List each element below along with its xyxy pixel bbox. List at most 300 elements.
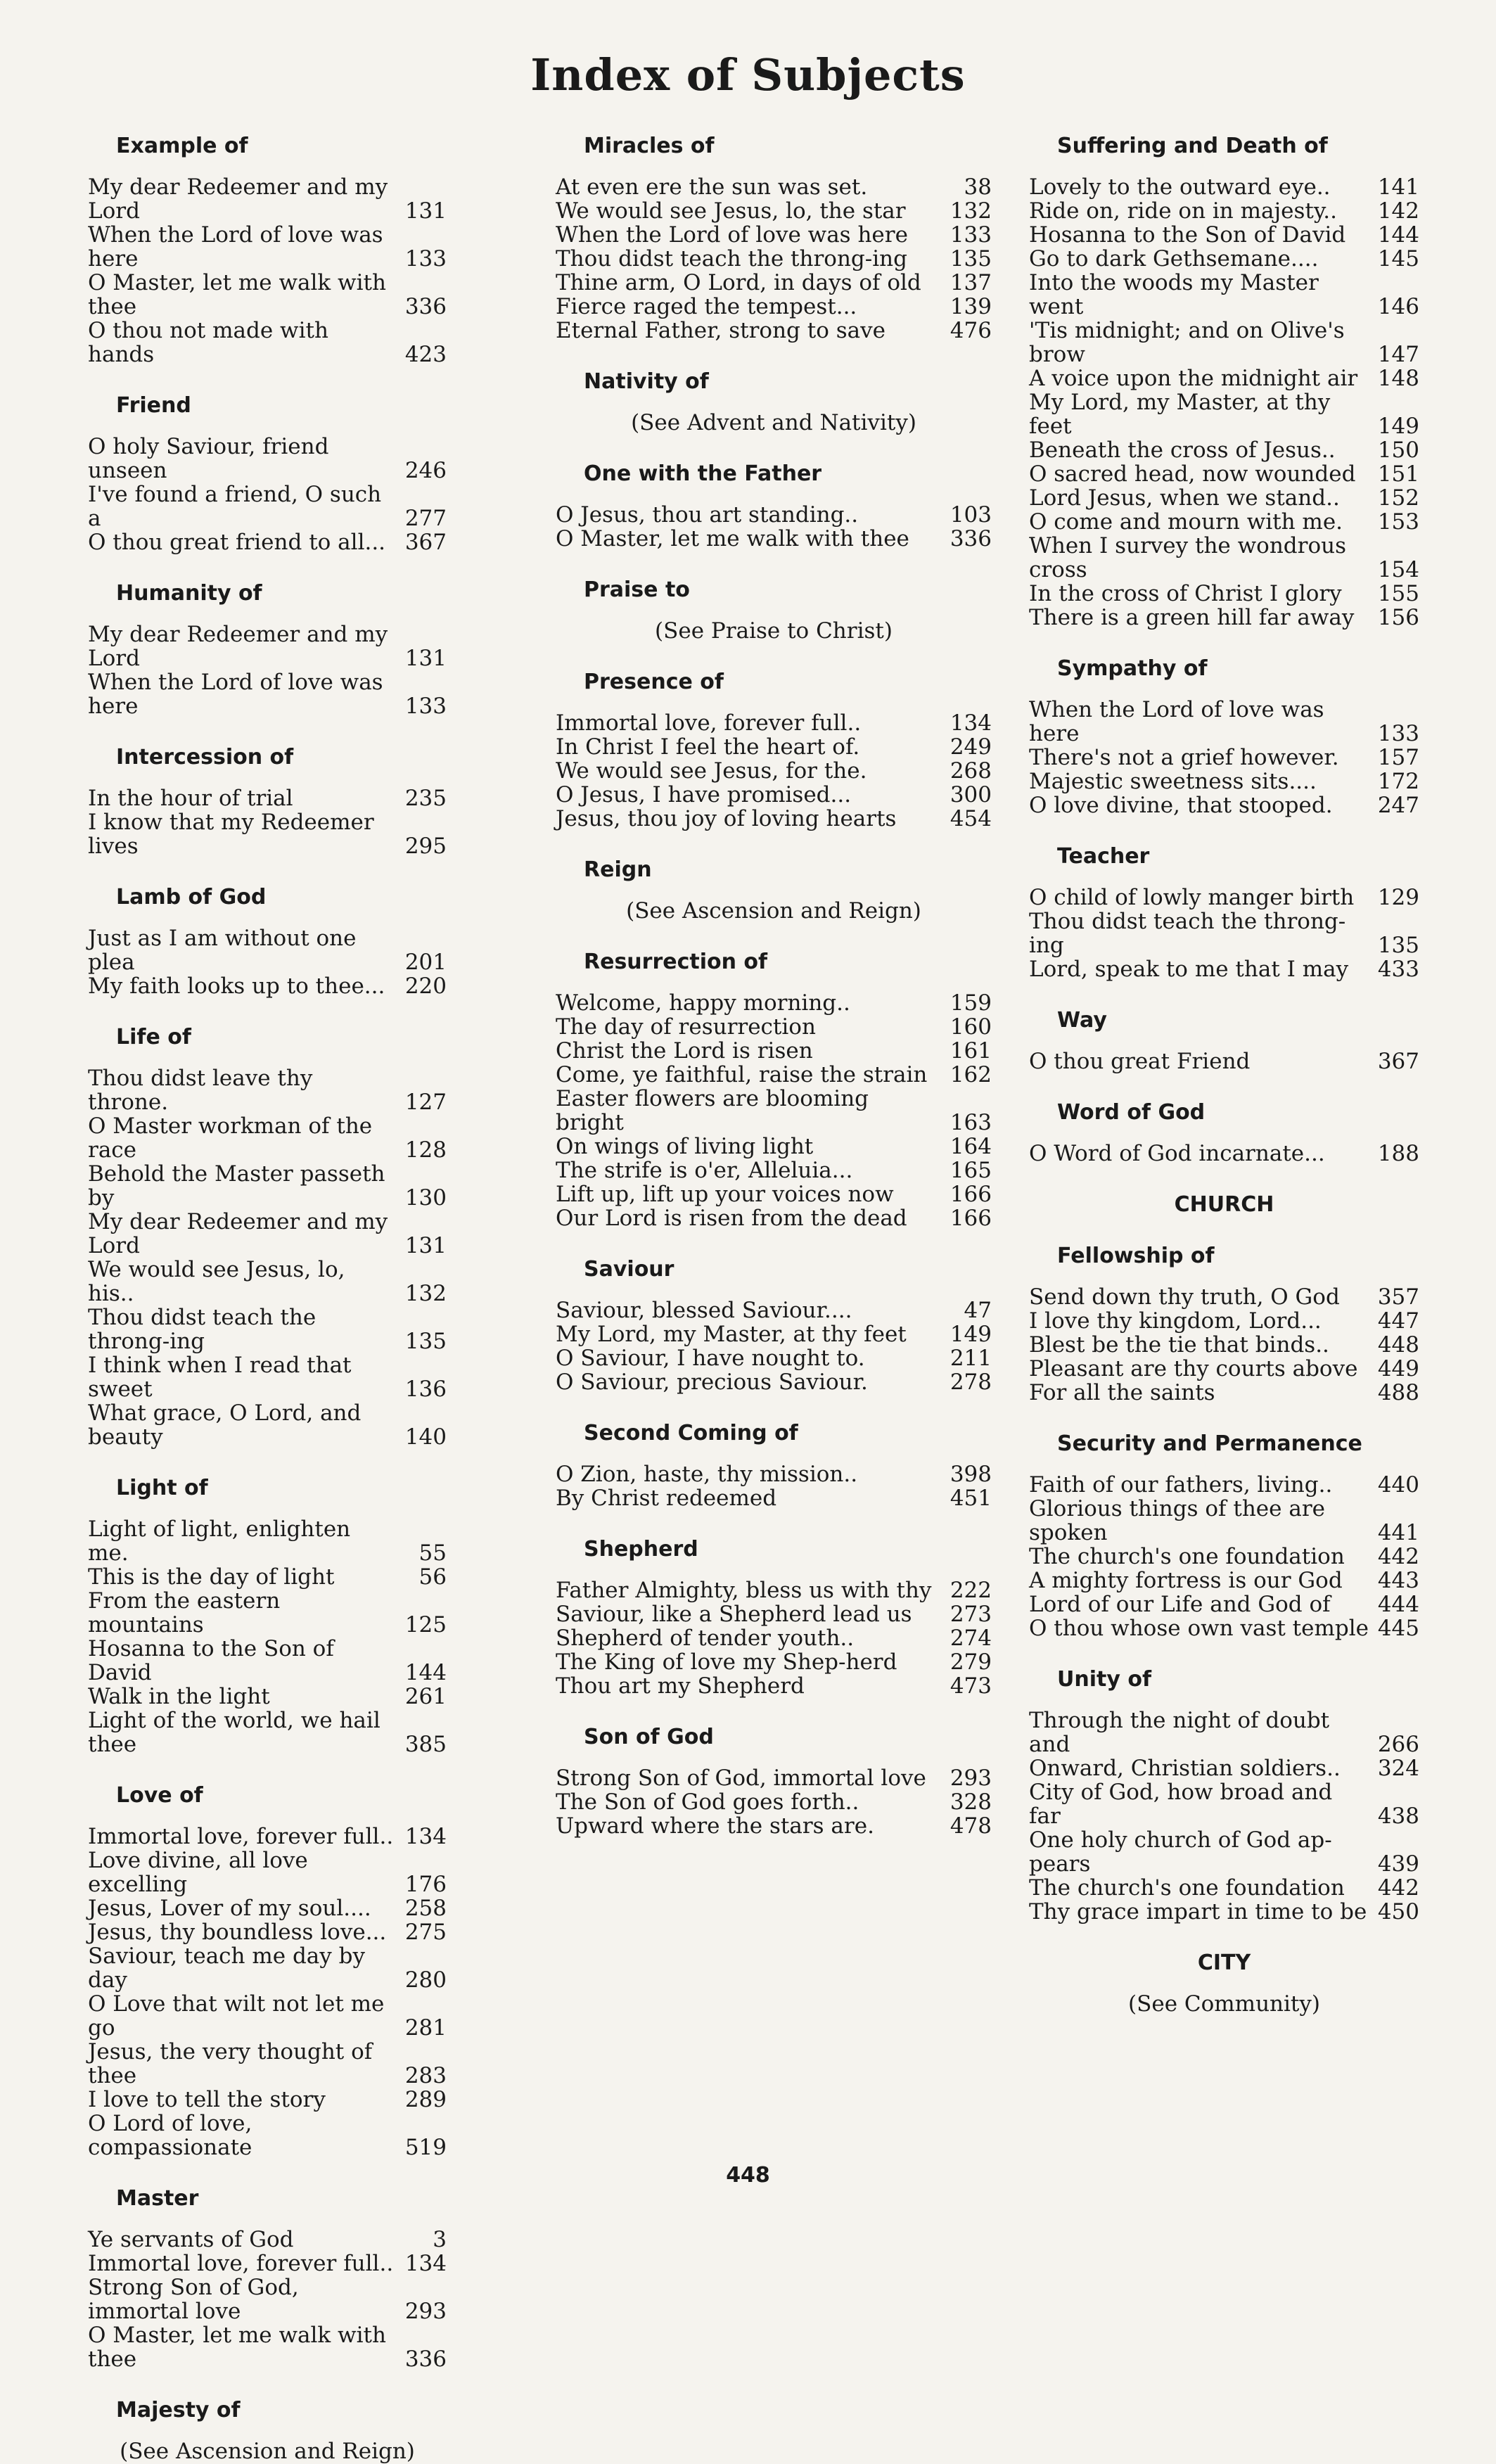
hymn-number: 423 bbox=[404, 342, 447, 367]
hymn-title: Ye servants of God bbox=[88, 2227, 294, 2252]
index-entry bbox=[556, 223, 992, 247]
hymn-title: One holy church of God ap-pears bbox=[1029, 1827, 1332, 1877]
index-section bbox=[88, 393, 447, 554]
hymn-number: 454 bbox=[950, 806, 992, 831]
index-entry bbox=[556, 1158, 992, 1182]
hymn-title: Onward, Christian soldiers.. bbox=[1029, 1756, 1341, 1781]
index-section bbox=[556, 1257, 992, 1394]
hymn-number: 172 bbox=[1377, 769, 1419, 794]
hymn-title: There is a green hill far away bbox=[1029, 605, 1355, 630]
see-also-note: (See Praise to Christ) bbox=[655, 618, 893, 644]
hymn-title: We would see Jesus, lo, his.. bbox=[88, 1257, 345, 1306]
index-entry bbox=[556, 1650, 992, 1674]
see-also-note: (See Advent and Nativity) bbox=[631, 410, 916, 435]
hymn-number: 139 bbox=[950, 294, 992, 319]
hymn-number: 367 bbox=[1377, 1049, 1419, 1074]
hymn-number: 132 bbox=[404, 1281, 447, 1306]
index-section bbox=[1029, 134, 1419, 630]
index-entry bbox=[556, 1346, 992, 1370]
hymn-title: Go to dark Gethsemane.... bbox=[1029, 246, 1319, 272]
hymn-number: 293 bbox=[950, 1766, 992, 1791]
hymn-number: 133 bbox=[1377, 721, 1419, 746]
hymn-title: Shepherd of tender youth.. bbox=[556, 1626, 855, 1651]
hymn-title: Father Almighty, bless us with thy bbox=[556, 1578, 932, 1603]
index-entry bbox=[88, 1944, 447, 1992]
hymn-title: O thou great Friend bbox=[1029, 1049, 1251, 1074]
index-entry bbox=[88, 1637, 447, 1685]
hymn-number: 3 bbox=[433, 2227, 447, 2252]
hymn-number: 151 bbox=[1377, 461, 1419, 487]
hymn-title: Ride on, ride on in majesty.. bbox=[1029, 198, 1337, 224]
hymn-title: I think when I read that sweet bbox=[88, 1353, 352, 1402]
hymn-title: Jesus, Lover of my soul.... bbox=[88, 1896, 371, 1921]
index-entry bbox=[1029, 1381, 1419, 1405]
index-entry bbox=[1029, 1357, 1419, 1381]
index-entry bbox=[556, 175, 992, 199]
hymn-title: Through the night of doubt and bbox=[1029, 1708, 1330, 1757]
index-entry bbox=[1029, 909, 1419, 957]
hymn-title: Immortal love, forever full.. bbox=[88, 2251, 394, 2276]
hymn-title: O child of lowly manger birth bbox=[1029, 885, 1355, 910]
hymn-title: Thou didst teach the throng-ing bbox=[88, 1305, 317, 1354]
index-entry bbox=[88, 223, 447, 271]
hymn-title: Pleasant are thy courts above bbox=[1029, 1356, 1358, 1381]
index-entry bbox=[1029, 698, 1419, 746]
index-entry bbox=[556, 1015, 992, 1039]
index-entry bbox=[88, 271, 447, 319]
section-heading: Unity of bbox=[1057, 1667, 1152, 1692]
hymn-number: 154 bbox=[1377, 557, 1419, 582]
hymn-title: When the Lord of love was here bbox=[556, 222, 908, 248]
hymn-number: 293 bbox=[404, 2299, 447, 2324]
hymn-title: Christ the Lord is risen bbox=[556, 1038, 813, 1064]
hymn-title: Immortal love, forever full.. bbox=[556, 710, 862, 736]
hymn-number: 134 bbox=[404, 1824, 447, 1849]
section-heading: Saviour bbox=[584, 1257, 675, 1282]
hymn-title: Glorious things of thee are spoken bbox=[1029, 1496, 1325, 1545]
hymn-number: 433 bbox=[1377, 957, 1419, 982]
index-entry bbox=[88, 1589, 447, 1637]
hymn-title: This is the day of light bbox=[88, 1564, 335, 1590]
hymn-number: 448 bbox=[1377, 1332, 1419, 1358]
index-entry bbox=[88, 483, 447, 530]
index-entry bbox=[1029, 1309, 1419, 1333]
hymn-number: 164 bbox=[950, 1134, 992, 1159]
index-entry bbox=[88, 1565, 447, 1589]
hymn-title: We would see Jesus, for the. bbox=[556, 758, 867, 784]
index-entry bbox=[556, 759, 992, 783]
hymn-title: In Christ I feel the heart of. bbox=[556, 734, 860, 760]
hymn-number: 281 bbox=[404, 2015, 447, 2041]
index-entry bbox=[1029, 886, 1419, 909]
index-section bbox=[556, 369, 992, 435]
hymn-number: 246 bbox=[404, 458, 447, 483]
hymn-title: Hosanna to the Son of David bbox=[88, 1636, 334, 1685]
section-heading: Majesty of bbox=[116, 2398, 241, 2422]
hymn-number: 450 bbox=[1377, 1899, 1419, 1924]
index-entry bbox=[556, 807, 992, 831]
index-section bbox=[556, 670, 992, 831]
index-entry bbox=[1029, 606, 1419, 630]
hymn-number: 155 bbox=[1377, 581, 1419, 606]
index-entry bbox=[556, 991, 992, 1015]
hymn-title: O Saviour, precious Saviour. bbox=[556, 1370, 868, 1395]
hymn-number: 134 bbox=[404, 2251, 447, 2276]
hymn-title: Jesus, the very thought of thee bbox=[88, 2039, 373, 2088]
hymn-number: 128 bbox=[404, 1137, 447, 1163]
hymn-number: 127 bbox=[404, 1090, 447, 1115]
hymn-title: The church's one foundation bbox=[1029, 1875, 1345, 1901]
hymn-title: O sacred head, now wounded bbox=[1029, 461, 1356, 487]
hymn-title: Saviour, blessed Saviour.... bbox=[556, 1298, 852, 1323]
hymn-number: 133 bbox=[404, 694, 447, 719]
hymn-number: 160 bbox=[950, 1014, 992, 1040]
index-section bbox=[88, 885, 447, 998]
index-entry bbox=[88, 1401, 447, 1449]
index-section bbox=[1029, 1008, 1419, 1073]
index-entry bbox=[88, 1992, 447, 2040]
index-entry bbox=[88, 974, 447, 998]
index-section bbox=[1029, 1244, 1419, 1405]
hymn-title: O Jesus, I have promised... bbox=[556, 782, 852, 807]
hymn-title: Faith of our fathers, living.. bbox=[1029, 1472, 1333, 1498]
hymn-title: In the hour of trial bbox=[88, 786, 293, 811]
hymn-number: 283 bbox=[404, 2063, 447, 2088]
hymn-title: When the Lord of love was here bbox=[88, 222, 383, 272]
hymn-number: 125 bbox=[404, 1612, 447, 1638]
hymn-title: Strong Son of God, immortal love bbox=[88, 2275, 299, 2324]
hymn-title: The church's one foundation bbox=[1029, 1544, 1345, 1569]
index-column-1 bbox=[88, 134, 447, 2463]
section-heading: Friend bbox=[116, 393, 191, 418]
index-section bbox=[1029, 1431, 1419, 1640]
section-heading: Fellowship of bbox=[1057, 1244, 1215, 1268]
hymn-number: 261 bbox=[404, 1684, 447, 1709]
section-heading: Resurrection of bbox=[584, 950, 768, 974]
hymn-number: 157 bbox=[1377, 745, 1419, 770]
index-entry bbox=[88, 1114, 447, 1162]
index-entry bbox=[88, 1210, 447, 1258]
index-entry bbox=[556, 1298, 992, 1322]
index-entry bbox=[556, 1370, 992, 1394]
hymn-number: 176 bbox=[404, 1872, 447, 1897]
index-entry bbox=[88, 530, 447, 554]
hymn-title: O Jesus, thou art standing.. bbox=[556, 502, 859, 528]
hymn-title: By Christ redeemed bbox=[556, 1486, 777, 1511]
hymn-number: 367 bbox=[404, 530, 447, 555]
index-entry bbox=[556, 1135, 992, 1158]
index-section bbox=[1029, 1100, 1419, 1166]
hymn-title: O Love that wilt not let me go bbox=[88, 1991, 385, 2041]
section-heading: One with the Father bbox=[584, 461, 822, 486]
section-heading: Praise to bbox=[584, 577, 690, 602]
hymn-number: 336 bbox=[950, 526, 992, 551]
index-entry bbox=[1029, 462, 1419, 486]
hymn-number: 153 bbox=[1377, 509, 1419, 535]
hymn-number: 488 bbox=[1377, 1380, 1419, 1405]
hymn-title: Upward where the stars are. bbox=[556, 1813, 874, 1839]
see-also-note: (See Ascension and Reign) bbox=[120, 2439, 415, 2464]
hymn-number: 280 bbox=[404, 1967, 447, 1993]
hymn-title: Thine arm, O Lord, in days of old bbox=[556, 270, 921, 295]
hymn-title: Easter flowers are blooming bright bbox=[556, 1086, 869, 1135]
index-column-2 bbox=[556, 134, 992, 1838]
hymn-title: My Lord, my Master, at thy feet bbox=[556, 1322, 907, 1347]
see-also-note: (See Ascension and Reign) bbox=[626, 898, 921, 924]
hymn-title: Thou didst teach the throng-ing bbox=[1029, 909, 1346, 958]
hymn-title: A voice upon the midnight air bbox=[1029, 366, 1358, 391]
section-heading: Way bbox=[1057, 1008, 1107, 1033]
hymn-title: Strong Son of God, immortal love bbox=[556, 1766, 926, 1791]
index-entry bbox=[556, 1578, 992, 1602]
hymn-number: 274 bbox=[950, 1626, 992, 1651]
index-entry bbox=[1029, 793, 1419, 817]
hymn-title: Lift up, lift up your voices now bbox=[556, 1182, 894, 1207]
hymn-title: Light of the world, we hail thee bbox=[88, 1708, 381, 1757]
hymn-title: Saviour, like a Shepherd lead us bbox=[556, 1602, 912, 1627]
index-section bbox=[556, 134, 992, 343]
index-entry bbox=[556, 1486, 992, 1510]
index-section bbox=[1029, 1192, 1419, 1217]
index-entry bbox=[88, 1849, 447, 1896]
index-entry bbox=[88, 1825, 447, 1849]
hymn-number: 451 bbox=[950, 1486, 992, 1511]
hymn-title: Behold the Master passeth by bbox=[88, 1161, 385, 1211]
hymn-title: I love thy kingdom, Lord... bbox=[1029, 1308, 1322, 1334]
index-section bbox=[556, 857, 992, 923]
section-heading: Nativity of bbox=[584, 369, 709, 394]
index-entry bbox=[1029, 957, 1419, 981]
index-entry bbox=[1029, 390, 1419, 438]
hymn-number: 279 bbox=[950, 1649, 992, 1675]
section-heading: Second Coming of bbox=[584, 1421, 798, 1445]
hymn-title: For all the saints bbox=[1029, 1380, 1215, 1405]
index-entry bbox=[88, 1709, 447, 1756]
index-section bbox=[88, 1783, 447, 2159]
hymn-number: 336 bbox=[404, 294, 447, 319]
hymn-title: The King of love my Shep-herd bbox=[556, 1649, 897, 1675]
index-entry bbox=[1029, 1333, 1419, 1357]
hymn-title: My dear Redeemer and my Lord bbox=[88, 174, 388, 224]
hymn-number: 398 bbox=[950, 1462, 992, 1487]
index-entry bbox=[556, 735, 992, 759]
index-entry bbox=[556, 1206, 992, 1230]
hymn-title: Thou didst leave thy throne. bbox=[88, 1066, 313, 1115]
index-section bbox=[88, 134, 447, 366]
hymn-title: Eternal Father, strong to save bbox=[556, 318, 886, 343]
hymn-title: O come and mourn with me. bbox=[1029, 509, 1343, 535]
section-heading: Light of bbox=[116, 1476, 208, 1500]
page-number: 448 bbox=[726, 2163, 770, 2188]
hymn-title: O holy Saviour, friend unseen bbox=[88, 434, 329, 483]
hymn-number: 130 bbox=[404, 1185, 447, 1211]
hymn-title: Lord, speak to me that I may bbox=[1029, 957, 1349, 982]
hymn-title: O Lord of love, compassionate bbox=[88, 2111, 252, 2160]
hymn-title: Immortal love, forever full.. bbox=[88, 1824, 394, 1849]
hymn-title: Thou art my Shepherd bbox=[556, 1673, 805, 1699]
hymn-title: O Master workman of the race bbox=[88, 1113, 373, 1163]
hymn-title: O love divine, that stooped. bbox=[1029, 793, 1333, 818]
hymn-number: 135 bbox=[950, 246, 992, 272]
index-entry bbox=[1029, 319, 1419, 366]
hymn-number: 142 bbox=[1377, 198, 1419, 224]
section-heading: Shepherd bbox=[584, 1537, 698, 1562]
hymn-title: We would see Jesus, lo, the star bbox=[556, 198, 906, 224]
index-section bbox=[88, 2398, 447, 2463]
hymn-title: Saviour, teach me day by day bbox=[88, 1943, 366, 1993]
hymn-number: 328 bbox=[950, 1789, 992, 1815]
index-section bbox=[556, 461, 992, 551]
index-entry bbox=[1029, 366, 1419, 390]
hymn-title: When the Lord of love was here bbox=[88, 670, 383, 719]
hymn-number: 133 bbox=[404, 246, 447, 272]
hymn-number: 266 bbox=[1377, 1732, 1419, 1757]
index-entry bbox=[556, 1626, 992, 1650]
index-entry bbox=[1029, 1285, 1419, 1309]
hymn-title: O Word of God incarnate... bbox=[1029, 1141, 1325, 1166]
hymn-number: 442 bbox=[1377, 1875, 1419, 1901]
hymn-number: 268 bbox=[950, 758, 992, 784]
index-section bbox=[88, 2186, 447, 2371]
hymn-title: Come, ye faithful, raise the strain bbox=[556, 1062, 928, 1087]
hymn-number: 235 bbox=[404, 786, 447, 811]
hymn-number: 165 bbox=[950, 1158, 992, 1183]
hymn-title: Lovely to the outward eye.. bbox=[1029, 174, 1331, 200]
index-entry bbox=[88, 810, 447, 858]
section-heading: Sympathy of bbox=[1057, 656, 1208, 681]
index-entry bbox=[1029, 1569, 1419, 1592]
index-entry bbox=[1029, 486, 1419, 510]
hymn-title: Beneath the cross of Jesus.. bbox=[1029, 438, 1336, 463]
hymn-number: 163 bbox=[950, 1110, 992, 1135]
hymn-number: 135 bbox=[1377, 933, 1419, 958]
hymn-number: 277 bbox=[404, 506, 447, 531]
hymn-title: Fierce raged the tempest... bbox=[556, 294, 857, 319]
hymn-title: City of God, how broad and far bbox=[1029, 1780, 1333, 1829]
hymn-number: 447 bbox=[1377, 1308, 1419, 1334]
index-entry bbox=[1029, 1497, 1419, 1545]
hymn-number: 55 bbox=[418, 1540, 447, 1566]
hymn-number: 442 bbox=[1377, 1544, 1419, 1569]
section-heading: Master bbox=[116, 2186, 199, 2211]
index-entry bbox=[556, 1182, 992, 1206]
index-entry bbox=[556, 295, 992, 319]
index-entry bbox=[1029, 199, 1419, 223]
section-heading: Lamb of God bbox=[116, 885, 267, 909]
index-section bbox=[88, 581, 447, 718]
hymn-number: 445 bbox=[1377, 1616, 1419, 1641]
index-entry bbox=[1029, 1756, 1419, 1780]
index-entry bbox=[88, 1306, 447, 1353]
index-entry bbox=[556, 1087, 992, 1135]
hymn-number: 141 bbox=[1377, 174, 1419, 200]
hymn-number: 136 bbox=[404, 1377, 447, 1402]
hymn-title: Walk in the light bbox=[88, 1684, 270, 1709]
section-heading: Teacher bbox=[1057, 844, 1150, 869]
section-heading: Miracles of bbox=[584, 134, 715, 158]
hymn-title: O thou not made with hands bbox=[88, 318, 328, 367]
hymn-title: From the eastern mountains bbox=[88, 1588, 281, 1638]
hymn-title: Love divine, all love excelling bbox=[88, 1848, 308, 1897]
index-entry bbox=[1029, 1049, 1419, 1073]
hymn-number: 135 bbox=[404, 1329, 447, 1354]
index-entry bbox=[88, 2112, 447, 2159]
index-entry bbox=[556, 503, 992, 527]
index-entry bbox=[88, 175, 447, 223]
hymn-title: When I survey the wondrous cross bbox=[1029, 533, 1346, 582]
hymn-number: 289 bbox=[404, 2087, 447, 2112]
section-heading: Son of God bbox=[584, 1725, 714, 1749]
index-entry bbox=[1029, 1616, 1419, 1640]
index-entry bbox=[88, 926, 447, 974]
index-entry bbox=[1029, 1900, 1419, 1924]
index-entry bbox=[88, 786, 447, 810]
index-entry bbox=[556, 783, 992, 807]
hymn-number: 444 bbox=[1377, 1592, 1419, 1617]
index-section bbox=[556, 1725, 992, 1838]
index-entry bbox=[88, 2275, 447, 2323]
index-entry bbox=[1029, 770, 1419, 793]
hymn-number: 440 bbox=[1377, 1472, 1419, 1498]
index-entry bbox=[88, 1353, 447, 1401]
hymn-number: 473 bbox=[950, 1673, 992, 1699]
index-entry bbox=[556, 1063, 992, 1087]
index-entry bbox=[1029, 1780, 1419, 1828]
hymn-title: My Lord, my Master, at thy feet bbox=[1029, 390, 1331, 439]
hymn-title: I've found a friend, O such a bbox=[88, 482, 382, 531]
hymn-title: My dear Redeemer and my Lord bbox=[88, 1209, 388, 1258]
hymn-number: 47 bbox=[964, 1298, 992, 1323]
hymn-title: Hosanna to the Son of David bbox=[1029, 222, 1346, 248]
hymn-number: 211 bbox=[950, 1346, 992, 1371]
index-entry bbox=[1029, 1545, 1419, 1569]
hymn-number: 162 bbox=[950, 1062, 992, 1087]
hymn-number: 38 bbox=[964, 174, 992, 200]
hymn-title: In the cross of Christ I glory bbox=[1029, 581, 1342, 606]
index-entry bbox=[556, 199, 992, 223]
hymn-title: Lord Jesus, when we stand.. bbox=[1029, 485, 1340, 511]
index-entry bbox=[88, 670, 447, 718]
index-entry bbox=[1029, 1142, 1419, 1166]
hymn-number: 156 bbox=[1377, 605, 1419, 630]
hymn-number: 222 bbox=[950, 1578, 992, 1603]
index-entry bbox=[88, 1066, 447, 1114]
hymn-title: What grace, O Lord, and beauty bbox=[88, 1400, 362, 1450]
index-entry bbox=[88, 2323, 447, 2371]
hymn-number: 146 bbox=[1377, 294, 1419, 319]
hymn-title: At even ere the sun was set. bbox=[556, 174, 868, 200]
hymn-number: 439 bbox=[1377, 1851, 1419, 1877]
hymn-number: 441 bbox=[1377, 1520, 1419, 1545]
hymn-number: 132 bbox=[950, 198, 992, 224]
hymn-title: Our Lord is risen from the dead bbox=[556, 1206, 907, 1231]
hymn-title: A mighty fortress is our God bbox=[1029, 1568, 1343, 1593]
index-entry bbox=[556, 271, 992, 295]
hymn-number: 166 bbox=[950, 1206, 992, 1231]
hymn-number: 145 bbox=[1377, 246, 1419, 272]
hymn-number: 166 bbox=[950, 1182, 992, 1207]
hymn-number: 131 bbox=[404, 198, 447, 224]
hymn-number: 103 bbox=[950, 502, 992, 528]
hymn-number: 478 bbox=[950, 1813, 992, 1839]
hymn-number: 134 bbox=[950, 710, 992, 736]
index-entry bbox=[1029, 1473, 1419, 1497]
index-entry bbox=[1029, 1876, 1419, 1900]
index-section bbox=[1029, 656, 1419, 817]
hymn-title: O Master, let me walk with thee bbox=[88, 270, 386, 319]
hymn-title: There's not a grief however. bbox=[1029, 745, 1339, 770]
hymn-number: 201 bbox=[404, 950, 447, 975]
